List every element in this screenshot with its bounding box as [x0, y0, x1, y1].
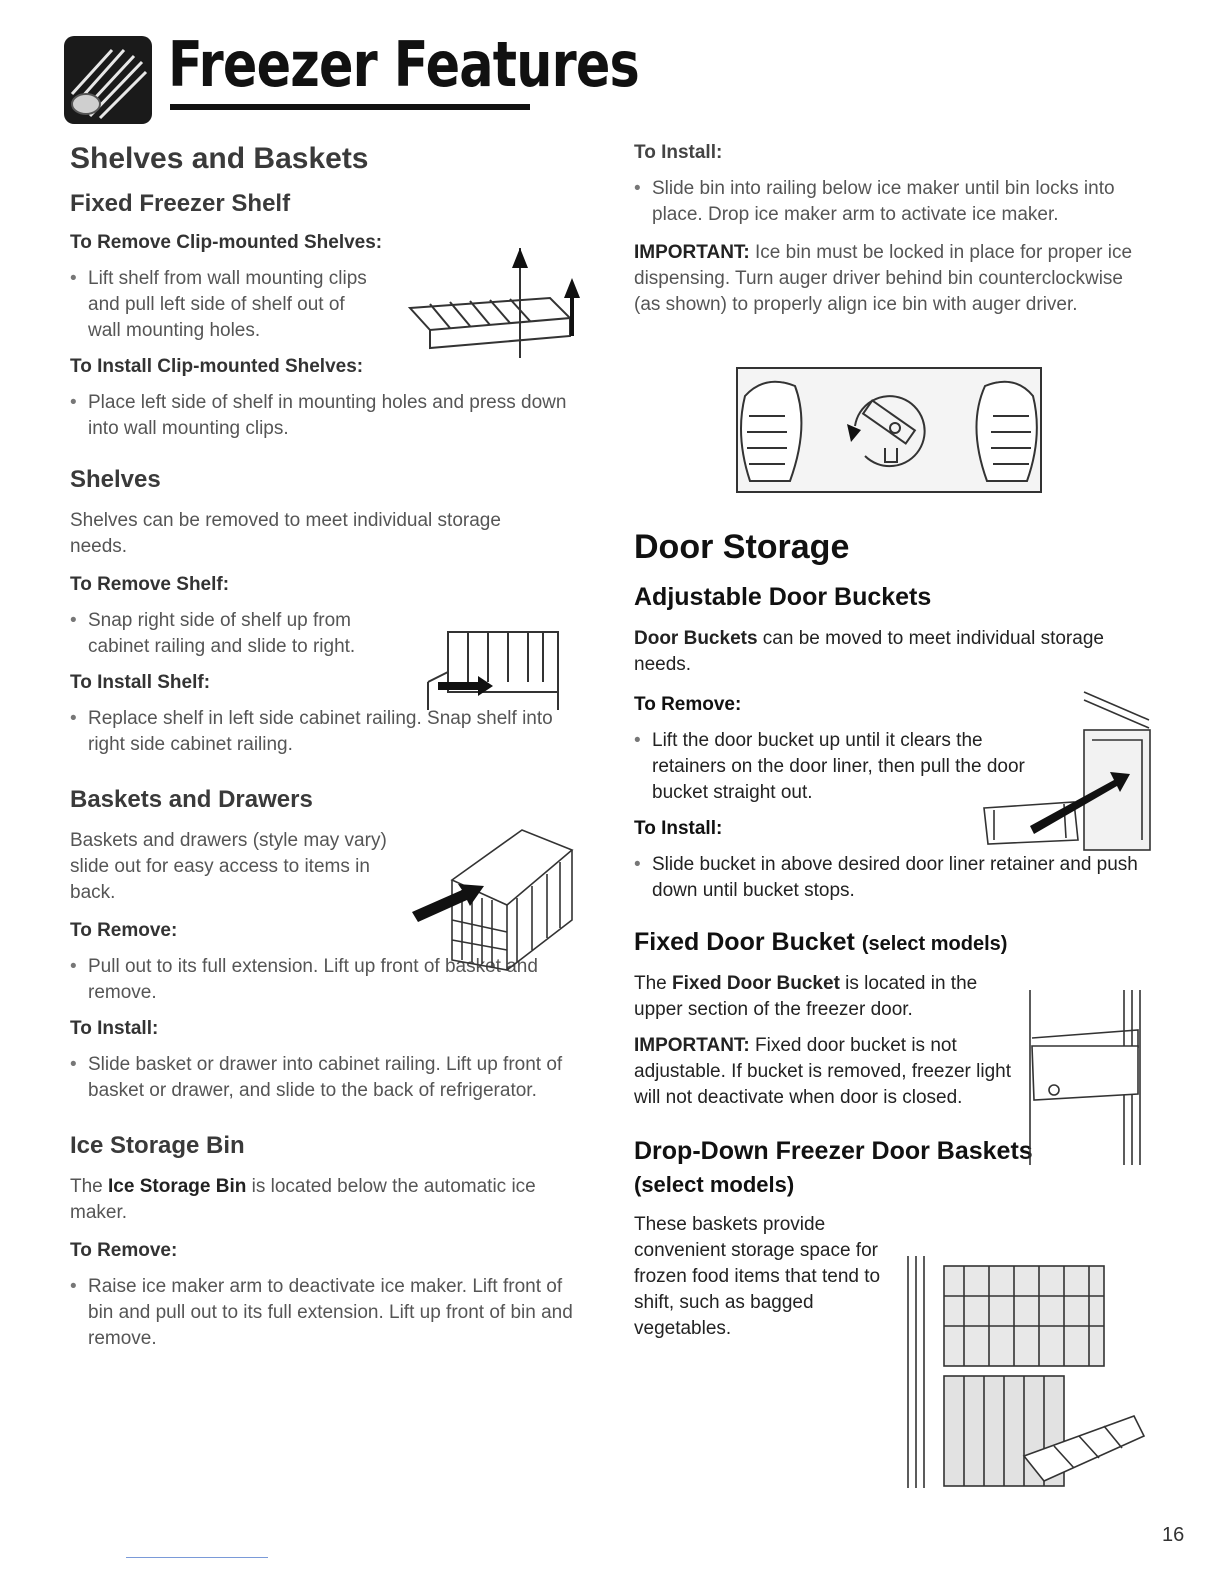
step-label: To Remove:: [70, 920, 178, 941]
instruction-item: • Lift the door bucket up until it clears the retainers on the door liner, then pull the door bucket straight out.: [634, 728, 1052, 806]
body-text: The Ice Storage Bin is located below the automatic ice maker.: [70, 1176, 536, 1223]
step-label: To Install:: [634, 818, 723, 839]
important-note: IMPORTANT: Fixed door bucket is not adjustable. If bucket is removed, freezer light will not deactivate when door is closed.: [634, 1035, 1012, 1108]
page-number: 16: [1162, 1524, 1185, 1546]
freezer-shelf-icon: [64, 36, 152, 124]
section-heading: Shelves and Baskets: [70, 142, 369, 175]
auger-driver-illustration: [735, 366, 1045, 496]
instruction-item: • Raise ice maker arm to deactivate ice maker. Lift front of bin and pull out to its full extension. Lift up front of bin and remove.: [70, 1274, 578, 1352]
step-label: To Remove:: [634, 694, 742, 715]
basket-illustration: [412, 820, 577, 975]
instruction-item: • Snap right side of shelf up from cabinet railing and slide to right.: [70, 608, 398, 660]
subsection-heading: Shelves: [70, 466, 161, 493]
subsection-heading: Baskets and Drawers: [70, 786, 313, 813]
footer-rule: [126, 1557, 268, 1558]
instruction-item: • Lift shelf from wall mounting clips and pull left side of shelf out of wall mounting holes.: [70, 266, 378, 344]
body-text: Baskets and drawers (style may vary) slide out for easy access to items in back.: [70, 830, 387, 903]
body-text: The Fixed Door Bucket is located in the upper section of the freezer door.: [634, 973, 978, 1020]
body-text: Door Buckets can be moved to meet individual storage needs.: [634, 628, 1104, 675]
door-bucket-illustration: [974, 690, 1154, 855]
subsection-heading: Fixed Door Bucket (select models): [634, 928, 1008, 956]
instruction-item: • Place left side of shelf in mounting holes and press down into wall mounting clips.: [70, 390, 578, 442]
fixed-bucket-illustration: [1020, 990, 1150, 1165]
dropdown-basket-illustration: [904, 1256, 1154, 1496]
step-label: To Remove Clip-mounted Shelves:: [70, 232, 383, 253]
important-note: IMPORTANT: Ice bin must be locked in place for proper ice dispensing. Turn auger driver behind bin counterclockwise (as shown) to properly align ice bin with auger driver.: [634, 242, 1133, 315]
right-column: [634, 142, 1154, 328]
instruction-item: • Slide basket or drawer into cabinet railing. Lift up front of basket or drawer, and slide to the back of refrigerator.: [70, 1052, 568, 1104]
step-label: To Remove Shelf:: [70, 574, 230, 595]
clip-shelf-illustration: [400, 238, 590, 373]
door-storage-section: [634, 528, 1154, 1352]
subsection-heading: Adjustable Door Buckets: [634, 583, 932, 611]
step-label: To Install Clip-mounted Shelves:: [70, 356, 364, 377]
subsection-heading: Drop-Down Freezer Door Baskets: [634, 1137, 1033, 1165]
step-label: To Install:: [634, 142, 723, 163]
subsection-heading: Fixed Freezer Shelf: [70, 190, 291, 217]
subsection-heading-suffix: (select models): [634, 1172, 795, 1197]
instruction-item: • Slide bin into railing below ice maker until bin locks into place. Drop ice maker arm to activate ice maker.: [634, 176, 1162, 228]
instruction-item: • Pull out to its full extension. Lift up front of basket and remove.: [70, 954, 578, 1006]
section-heading: Door Storage: [634, 528, 850, 566]
step-label: To Install Shelf:: [70, 672, 211, 693]
subsection-heading: Ice Storage Bin: [70, 1132, 245, 1159]
body-text: Shelves can be removed to meet individual storage needs.: [70, 510, 501, 557]
step-label: To Install:: [70, 1018, 159, 1039]
title-underline: [170, 104, 530, 110]
body-text: These baskets provide convenient storage space for frozen food items that tend to shift, such as bagged vegetables.: [634, 1214, 881, 1339]
page-title: Freezer Features: [168, 28, 640, 101]
instruction-item: • Replace shelf in left side cabinet railing. Snap shelf into right side cabinet railing.: [70, 706, 578, 758]
shelf-illustration: [418, 622, 568, 712]
step-label: To Remove:: [70, 1240, 178, 1261]
instruction-item: • Slide bucket in above desired door liner retainer and push down until bucket stops.: [634, 852, 1167, 904]
